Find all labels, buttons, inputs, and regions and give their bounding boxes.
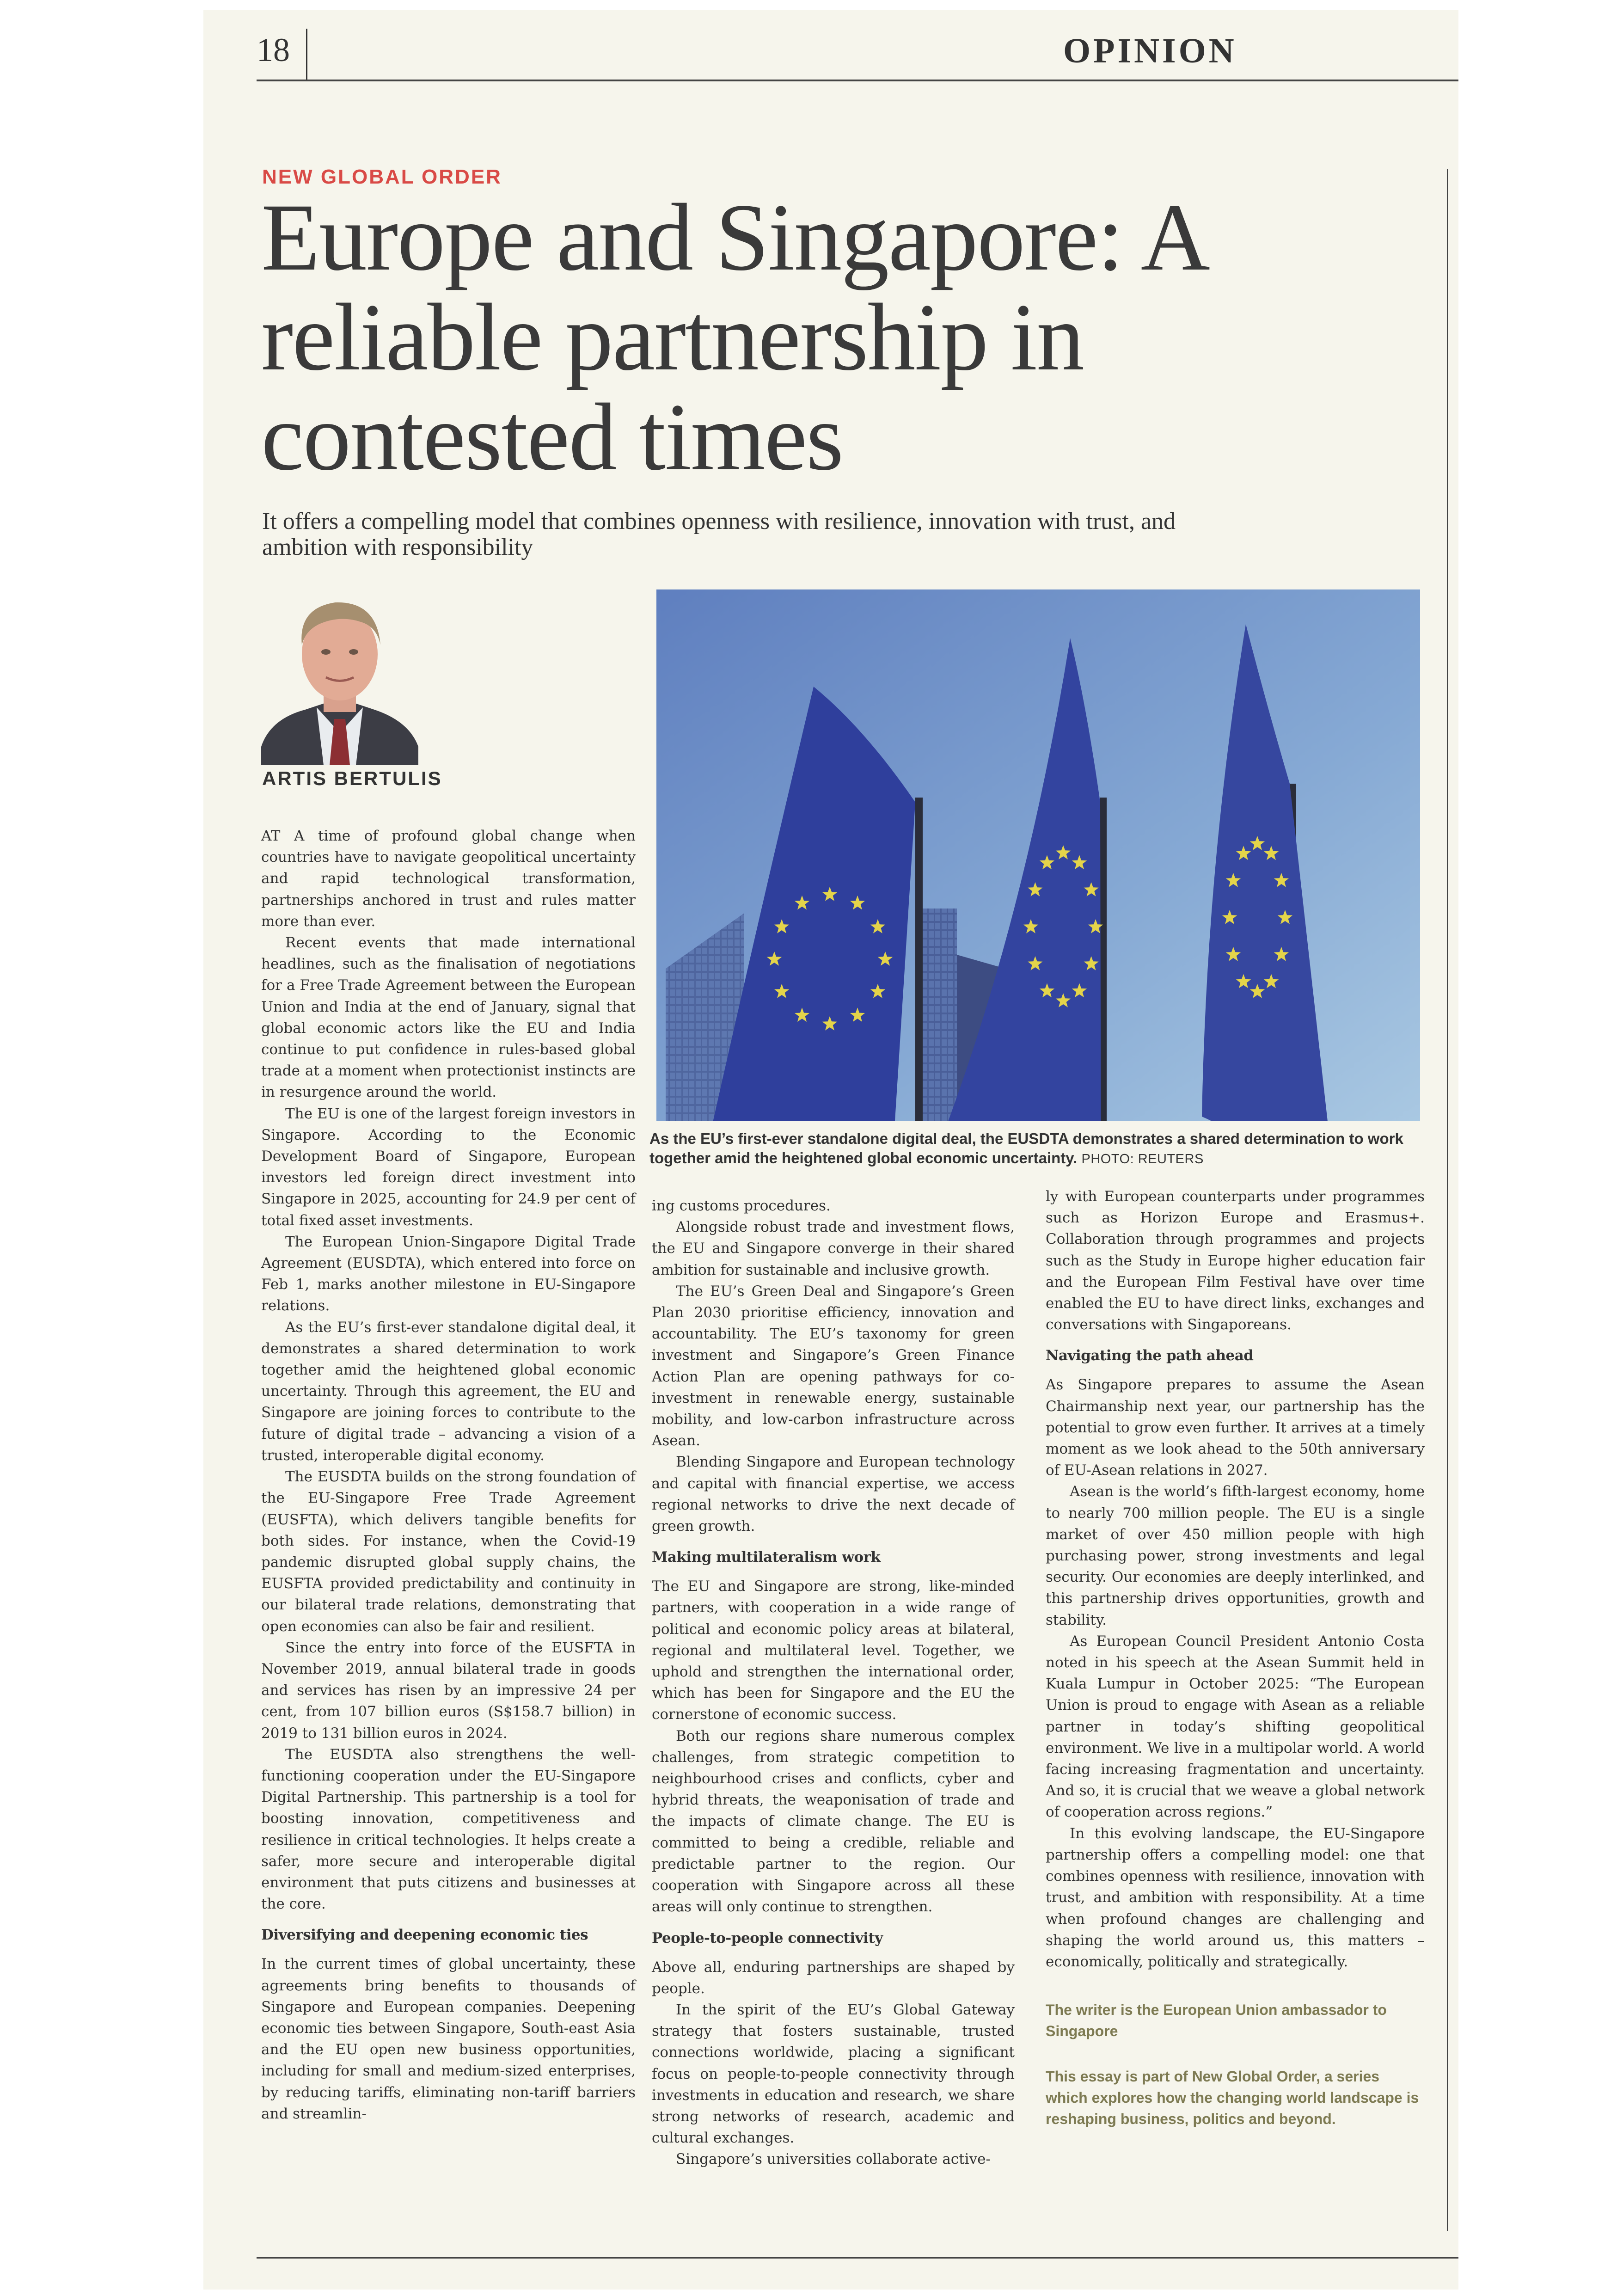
paragraph: As the EU’s first-ever standalone digital deal, it demonstrates a shared determination to work together amid the heightened global economic uncertainty. Through this agreement, the EU and Singapore are joining forces to contribute to the future of digital trade – advancing a vision of a trusted, interoperable digital economy.	[261, 1319, 636, 1464]
paragraph: ly with European counterparts under programmes such as Horizon Europe and Erasmus+. Collaboration through programmes and projects such as the Study in Europe higher education fair and the European Film Festival have over time enabled the EU to have direct links, exchanges and conversations with Singaporeans.	[1046, 1188, 1425, 1333]
paragraph: The EU and Singapore are strong, like-minded partners, with cooperation in a wide range of political and economic policy areas at bilateral, regional and multilateral level. Together, we uphold and strengthen the international order, which has been for Singapore and the EU the cornerstone of economic success.	[652, 1578, 1015, 1723]
column-rule-right	[1447, 169, 1448, 2231]
paragraph: Blending Singapore and European technology and capital with financial expertise, we access regional networks to drive the next decade of green growth.	[652, 1454, 1015, 1535]
footer-rule	[257, 2257, 1458, 2259]
subhead: Navigating the path ahead	[1046, 1347, 1254, 1364]
article-column-2	[652, 1195, 1015, 2170]
paragraph: In the spirit of the EU’s Global Gateway strategy that fosters sustainable, trusted connections worldwide, placing a significant focus on people-to-people connectivity through investments in education and research, we share strong networks of research, academic and cultural exchanges.	[652, 2001, 1015, 2147]
paragraph: The EU is one of the largest foreign investors in Singapore. According to the Economic Development Board of Singapore, European investors led foreign direct investment into Singapore in 2025, accounting for 24.9 per cent of total fixed asset investments.	[261, 1105, 636, 1229]
paragraph: Both our regions share numerous complex challenges, from strategic competition to neighbourhood crises and conflicts, cyber and hybrid threats, the weaponisation of trade and the impacts of climate change. The EU is committed to being a credible, reliable and predictable partner to the region. Our cooperation with Singapore across all these areas will only continue to strengthen.	[652, 1727, 1015, 1915]
paragraph: As European Council President Antonio Costa noted in his speech at the Asean Summit held in Kuala Lumpur in October 2025: “The European Union is proud to engage with Asean as a reliable partner in today’s shifting geopolitical environment. We live in a multipolar world. A world facing increasing fragmentation and uncertainty. And so, it is crucial that we weave a global network of cooperation across regions.”	[1046, 1633, 1425, 1821]
paragraph: In the current times of global uncertainty, these agreements bring benefits to thousands of Singapore and European companies. Deepening economic ties between Singapore, South-east Asia and the EU open new business opportunities, including for small and medium-sized enterprises, by reducing tariffs, eliminating non-tariff barriers and streamlin-	[261, 1956, 636, 2122]
paragraph: ing customs procedures.	[652, 1197, 831, 1214]
article-column-3	[1046, 1186, 1425, 2130]
series-note: This essay is part of New Global Order, a series which explores how the changing world landscape is reshaping business, politics and beyond.	[1046, 2068, 1419, 2128]
writer-note: The writer is the European Union ambassador to Singapore	[1046, 2001, 1387, 2040]
subhead: People-to-people connectivity	[652, 1929, 883, 1946]
author-portrait-icon	[261, 594, 418, 765]
page-number-divider	[306, 29, 307, 80]
caption-text: As the EU’s first-ever standalone digital deal, the EUSDTA demonstrates a shared determination to work together amid the heightened global economic uncertainty.	[649, 1130, 1403, 1166]
paragraph: Since the entry into force of the EUSFTA in November 2019, annual bilateral trade in goods and services has risen by an impressive 24 per cent, from 107 billion euros (S$158.7 billion) in 2019 to 131 billion euros in 2024.	[261, 1639, 636, 1742]
paragraph: The EU’s Green Deal and Singapore’s Green Plan 2030 prioritise efficiency, innovation and accountability. The EU’s taxonomy for green investment and Singapore’s Green Finance Action Plan are opening pathways for co-investment in renewable energy, sustainable mobility, and low-carbon infrastructure across Asean.	[652, 1283, 1015, 1449]
author-byline: ARTIS BERTULIS	[262, 767, 442, 789]
paragraph: The European Union-Singapore Digital Trade Agreement (EUSDTA), which entered into force on Feb 1, marks another milestone in EU-Singapore relations.	[261, 1233, 636, 1314]
article-column-1	[261, 825, 636, 2124]
paragraph: Asean is the world’s fifth-largest economy, home to nearly 700 million people. The EU is a single market of over 450 million people with high purchasing power, strong investments and legal security. Our economies are deeply interlinked, and this partnership drives opportunities, growth and stability.	[1046, 1483, 1425, 1628]
page-number: 18	[257, 31, 290, 68]
paragraph: AT A time of profound global change when countries have to navigate geopolitical uncertainty and rapid technological transformation, partnerships anchored in trust and rules matter more than ever.	[261, 828, 636, 930]
paragraph: The EUSDTA builds on the strong foundation of the EU-Singapore Free Trade Agreement (EUSFTA), which delivers tangible benefits for both sides. For instance, when the Covid-19 pandemic disrupted global supply chains, the EUSFTA provided predictability and continuity in our bilateral trade relations, demonstrating that open economies can also be fair and resilient.	[261, 1468, 636, 1635]
photo-credit: PHOTO: REUTERS	[1081, 1152, 1204, 1166]
paragraph: Recent events that made international headlines, such as the finalisation of negotiations for a Free Trade Agreement between the European Union and India at the end of January, signal that global economic actors like the EU and India continue to put confidence in rules-based global trade at a moment when protectionist instincts are in resurgence around the world.	[261, 934, 636, 1101]
series-kicker: NEW GLOBAL ORDER	[262, 166, 502, 188]
paragraph: Alongside robust trade and investment flows, the EU and Singapore converge in their shared ambition for sustainable and inclusive growth.	[652, 1219, 1015, 1278]
paragraph: In this evolving landscape, the EU-Singapore partnership offers a compelling model: one that combines openness with resilience, innovation with trust, and ambition with responsibility. At a time when profound changes are challenging and shaping the world around us, this matters – economically, politically and strategically.	[1046, 1825, 1425, 1970]
paragraph: As Singapore prepares to assume the Asean Chairmanship next year, our partnership has the potential to grow even further. It arrives at a timely moment as we look ahead to the 50th anniversary of EU-Asean relations in 2027.	[1046, 1376, 1425, 1479]
section-label: OPINION	[1063, 31, 1237, 70]
standfirst: It offers a compelling model that combines openness with resilience, innovation with trust, and ambition with responsibility	[262, 508, 1176, 560]
header-rule	[257, 80, 1458, 81]
subhead: Making multilateralism work	[652, 1549, 881, 1566]
photo-caption	[649, 1129, 1445, 1169]
headline: Europe and Singapore: A reliable partnership in contested times	[261, 184, 1204, 490]
paragraph: The EUSDTA also strengthens the well-functioning cooperation under the EU-Singapore Digital Partnership. This partnership is a tool for boosting innovation, competitiveness and resilience in critical technologies. It helps create a safer, more secure and interoperable digital environment that puts citizens and businesses at the core.	[261, 1746, 636, 1913]
paragraph: Above all, enduring partnerships are shaped by people.	[652, 1958, 1015, 1997]
paragraph: Singapore’s universities collaborate active-	[676, 2151, 991, 2168]
subhead: Diversifying and deepening economic ties	[261, 1927, 588, 1944]
eu-flags-photo-icon	[656, 589, 1420, 1121]
